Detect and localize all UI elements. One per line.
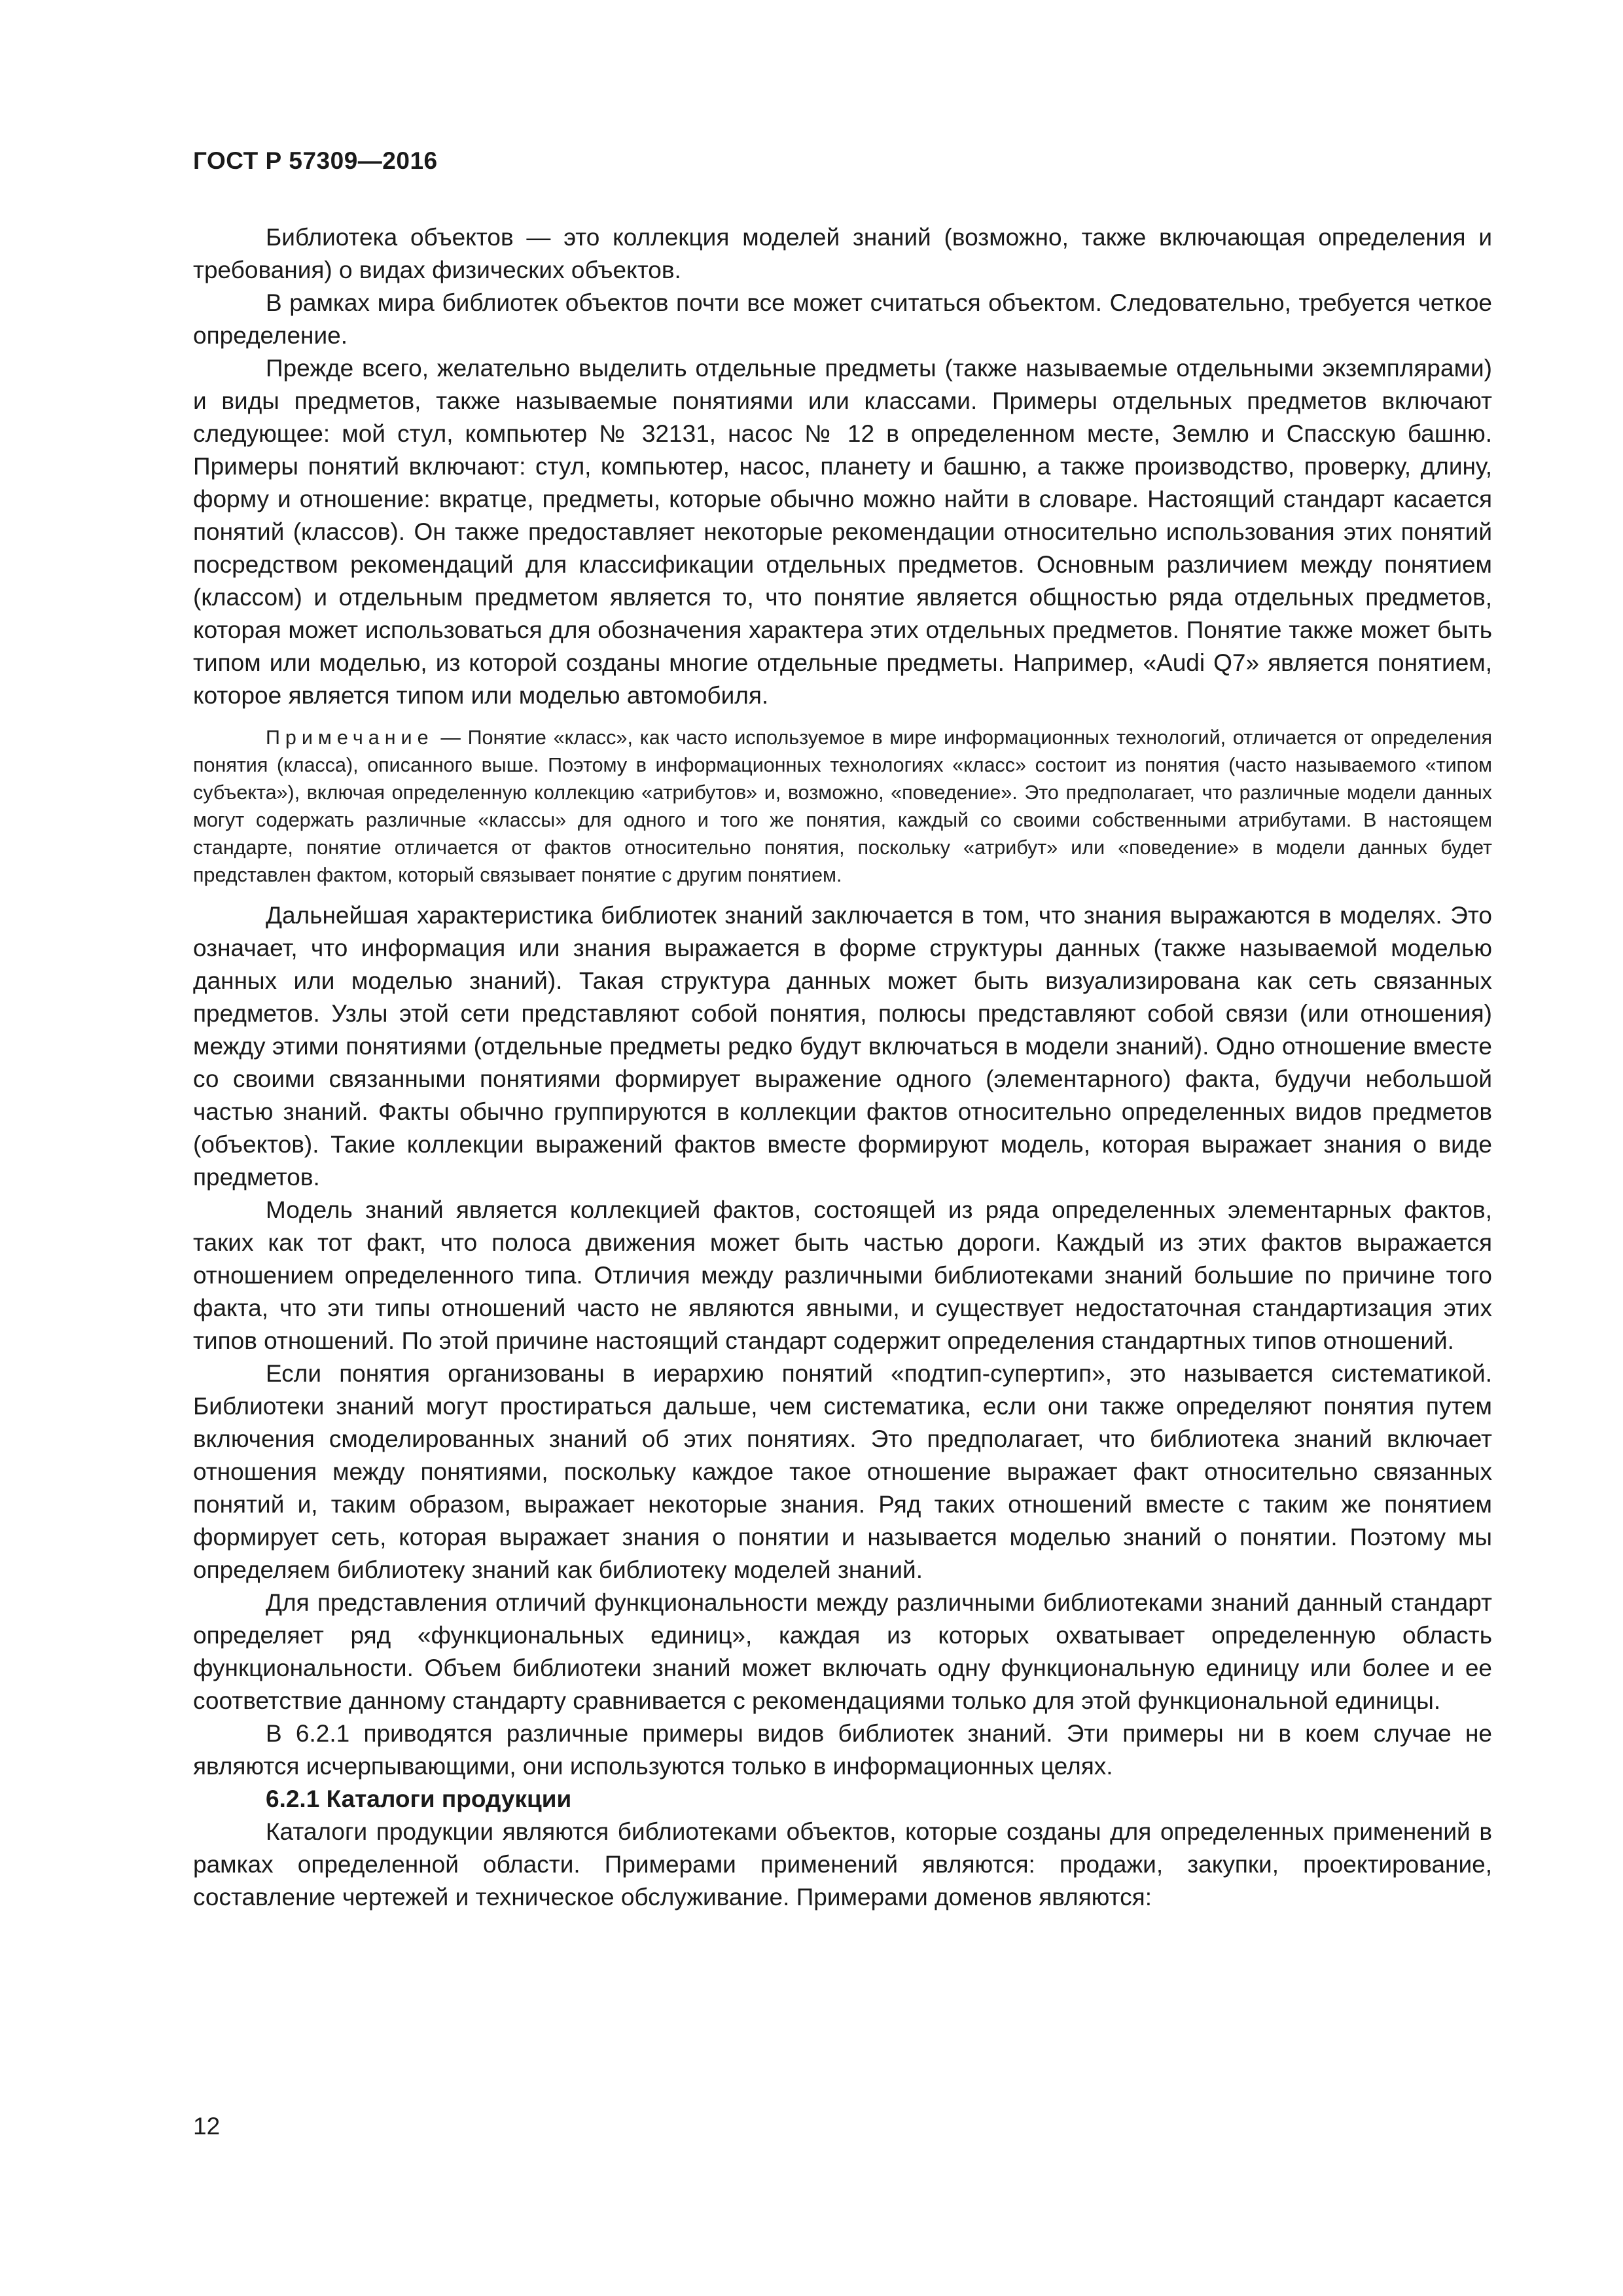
paragraph-object-library-definition: Библиотека объектов — это коллекция моделей знаний (возможно, также включающая определения и требования) о видах физических объектов. (193, 224, 1492, 283)
page-number: 12 (193, 2113, 221, 2140)
paragraph-product-catalogs: Каталоги продукции являются библиотеками объектов, которые созданы для определенных применений в рамках определенной области. Примерами применений являются: продажи, закупки, проектирование, составление чертежей и техническое обслуживание. Примерами доменов являются: (193, 1818, 1492, 1910)
paragraph-object-scope: В рамках мира библиотек объектов почти все может считаться объектом. Следовательно, требуется четкое определение. (193, 289, 1492, 349)
paragraph-facts: Модель знаний является коллекцией фактов, состоящей из ряда определенных элементарных фактов, таких как тот факт, что полоса движения может быть частью дороги. Каждый из этих фактов выражается отношением определенного типа. Отличия между различными библиотеками знаний большие по причине того факта, что эти типы отношений часто не являются явными, и существует недостаточная стандартизация этих типов отношений. По этой причине настоящий стандарт содержит определения стандартных типов отношений. (193, 1196, 1492, 1354)
document-header: ГОСТ Р 57309—2016 (193, 147, 438, 174)
paragraph-knowledge-models: Дальнейшая характеристика библиотек знаний заключается в том, что знания выражаются в моделях. Это означает, что информация или знания выражается в форме структуры данных (также называемой моделью данных или моделью знаний). Такая структура данных может быть визуализирована как сеть связанных предметов. Узлы этой сети представляют собой понятия, полюсы представляют собой связи (или отношения) между этими понятиями (отдельные предметы редко будут включаться в модели знаний). Одно отношение вместе со своими связанными понятиями формирует выражение одного (элементарного) факта, будучи небольшой частью знаний. Факты обычно группируются в коллекции фактов относительно определенных видов предметов (объектов). Такие коллекции выражений фактов вместе формируют модель, которая выражает знания о виде предметов. (193, 902, 1492, 1191)
section-heading-product-catalogs: 6.2.1 Каталоги продукции (266, 1785, 572, 1812)
paragraph-examples-reference: В 6.2.1 приводятся различные примеры видов библиотек знаний. Эти примеры ни в коем случае не являются исчерпывающими, они используются только в информационных целях. (193, 1720, 1492, 1780)
note-block (193, 724, 1492, 889)
paragraph-functional-units: Для представления отличий функциональности между различными библиотеками знаний данный стандарт определяет ряд «функциональных единиц», каждая из которых охватывает определенную область функциональности. Объем библиотеки знаний может включать одну функциональную единицу или более и ее соответствие данному стандарту сравнивается с рекомендациями только для этой функциональной единицы. (193, 1589, 1492, 1714)
note-text: — Понятие «класс», как часто используемое в мире информационных технологий, отличается от определения понятия (класса), описанного выше. Поэтому в информационных технологиях «класс» состоит из понятия (часто называемого «типом субъекта»), включая определенную коллекцию «атрибутов» и, возможно, «поведение». Это предполагает, что различные модели данных могут содержать различные «классы» для одного и того же понятия, каждый со своими собственными атрибутами. В настоящем стандарте, понятие отличается от фактов относительно понятия, поскольку «атрибут» или «поведение» в модели данных будет представлен фактом, который связывает понятие с другим понятием. (193, 726, 1492, 886)
note-label: Примечание (266, 726, 434, 749)
paragraph-individuals-and-concepts: Прежде всего, желательно выделить отдельные предметы (также называемые отдельными экземплярами) и виды предметов, также называемые понятиями или классами. Примеры отдельных предметов включают следующее: мой стул, компьютер № 32131, насос № 12 в определенном месте, Землю и Спасскую башню. Примеры понятий включают: стул, компьютер, насос, планету и башню, а также производство, проверку, длину, форму и отношение: вкратце, предметы, которые обычно можно найти в словаре. Настоящий стандарт касается понятий (классов). Он также предоставляет некоторые рекомендации относительно использования этих понятий посредством рекомендаций для классификации отдельных предметов. Основным различием между понятием (классом) и отдельным предметом является то, что понятие является общностью ряда отдельных предметов, которая может использоваться для обозначения характера этих отдельных предметов. Понятие также может быть типом или моделью, из которой созданы многие отдельные предметы. Например, «Audi Q7» является понятием, которое является типом или моделью автомобиля. (193, 355, 1492, 709)
document-body (193, 221, 1492, 1914)
paragraph-taxonomy: Если понятия организованы в иерархию понятий «подтип-супертип», это называется систематикой. Библиотеки знаний могут простираться дальше, чем систематика, если они также определяют понятия путем включения смоделированных знаний об этих понятиях. Это предполагает, что библиотека знаний включает отношения между понятиями, поскольку каждое такое отношение выражает факт относительно связанных понятий и, таким образом, выражает некоторые знания. Ряд таких отношений вместе с таким же понятием формирует сеть, которая выражает знания о понятии и называется моделью знаний о понятии. Поэтому мы определяем библиотеку знаний как библиотеку моделей знаний. (193, 1360, 1492, 1583)
